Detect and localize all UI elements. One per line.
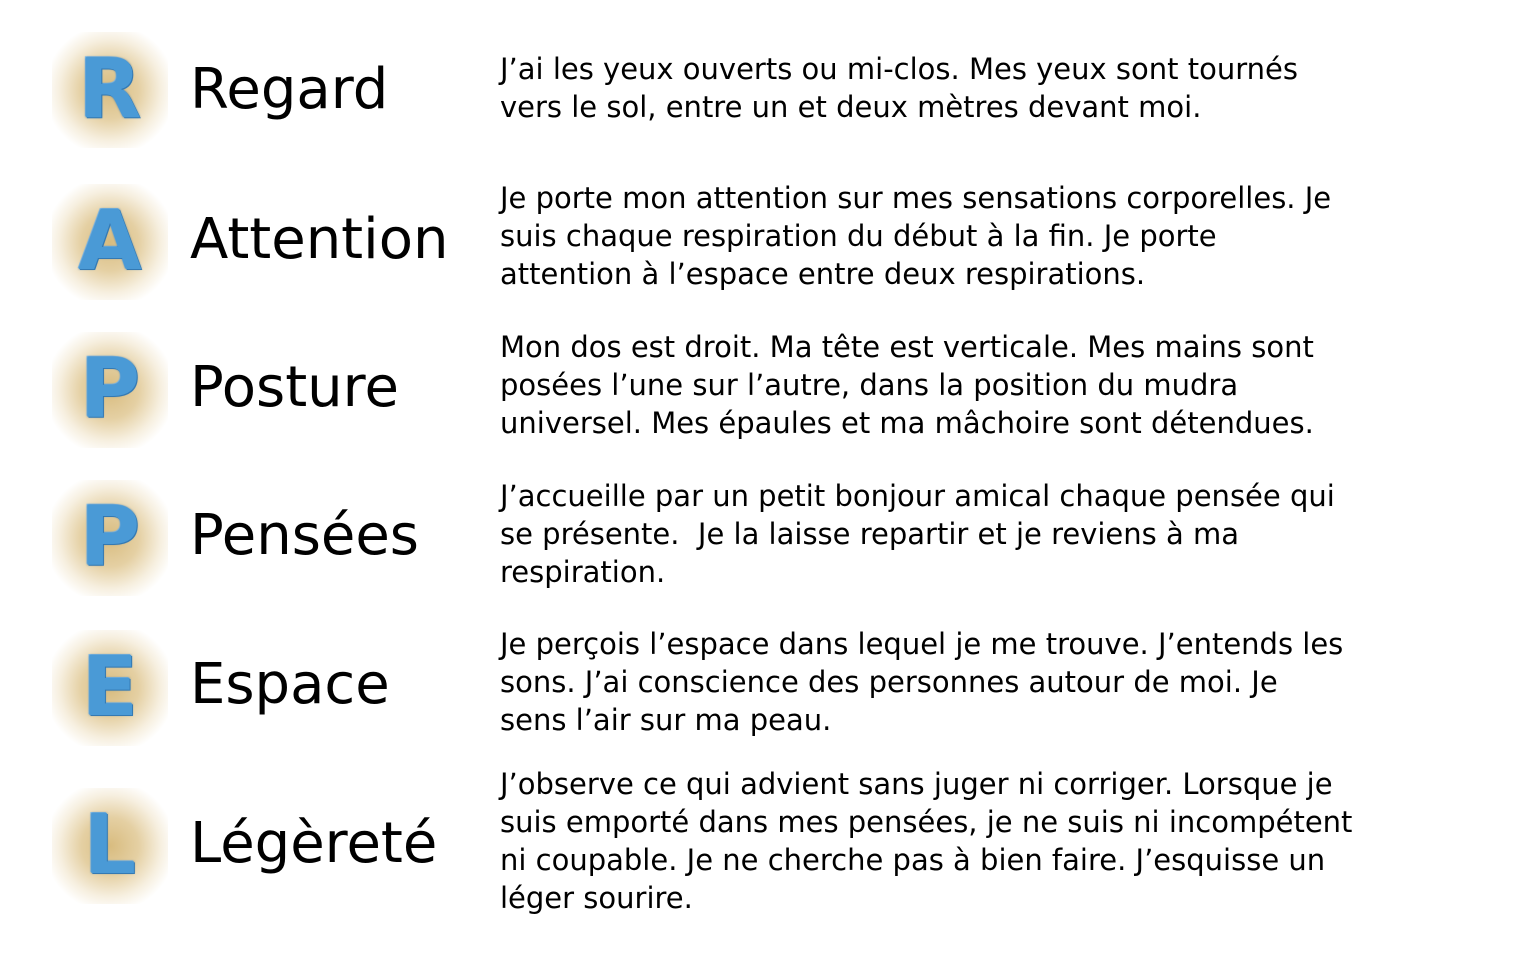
description-line: J’ai les yeux ouverts ou mi-clos. Mes yeux sont tournés — [500, 52, 1298, 86]
letter-badge-p — [52, 332, 168, 448]
description-line: ni coupable. Je ne cherche pas à bien faire. J’esquisse un — [500, 843, 1326, 877]
description-espace — [500, 625, 1460, 739]
letter-p: P — [79, 342, 141, 437]
description-line: attention à l’espace entre deux respirations. — [500, 257, 1146, 291]
word-pensees: Pensées — [190, 503, 419, 568]
description-line: respiration. — [500, 555, 666, 589]
letter-badge-e — [52, 630, 168, 746]
description-legerete — [500, 765, 1460, 917]
word-regard: Regard — [190, 57, 389, 122]
letter-a: A — [78, 194, 142, 289]
letter-r: R — [78, 42, 142, 137]
description-line: universel. Mes épaules et ma mâchoire sont détendues. — [500, 406, 1314, 440]
letter-badge-a — [52, 184, 168, 300]
description-line: Mon dos est droit. Ma tête est verticale. Mes mains sont — [500, 330, 1314, 364]
description-pensees — [500, 477, 1460, 591]
description-line: suis emporté dans mes pensées, je ne suis ni incompétent — [500, 805, 1353, 839]
description-line: sens l’air sur ma peau. — [500, 703, 832, 737]
description-line: sons. J’ai conscience des personnes autour de moi. Je — [500, 665, 1278, 699]
description-line: vers le sol, entre un et deux mètres devant moi. — [500, 90, 1202, 124]
letter-badge-p — [52, 480, 168, 596]
description-attention — [500, 179, 1460, 293]
description-line: se présente. Je la laisse repartir et je reviens à ma — [500, 517, 1239, 551]
description-line: posées l’une sur l’autre, dans la position du mudra — [500, 368, 1239, 402]
letter-badge-r — [52, 32, 168, 148]
letter-p: P — [79, 490, 141, 585]
description-line: Je perçois l’espace dans lequel je me trouve. J’entends les — [500, 627, 1344, 661]
description-line: léger sourire. — [500, 881, 693, 915]
letter-e: E — [81, 640, 138, 735]
word-espace: Espace — [190, 652, 390, 717]
letter-badge-l — [52, 788, 168, 904]
description-regard — [500, 50, 1460, 126]
word-posture: Posture — [190, 355, 399, 420]
description-line: suis chaque respiration du début à la fin. Je porte — [500, 219, 1217, 253]
description-line: J’observe ce qui advient sans juger ni corriger. Lorsque je — [500, 767, 1333, 801]
letter-l: L — [83, 798, 137, 893]
description-posture — [500, 328, 1460, 442]
description-line: J’accueille par un petit bonjour amical chaque pensée qui — [500, 479, 1335, 513]
description-line: Je porte mon attention sur mes sensations corporelles. Je — [500, 181, 1332, 215]
word-attention: Attention — [190, 207, 449, 272]
word-legerete: Légèreté — [190, 811, 438, 876]
